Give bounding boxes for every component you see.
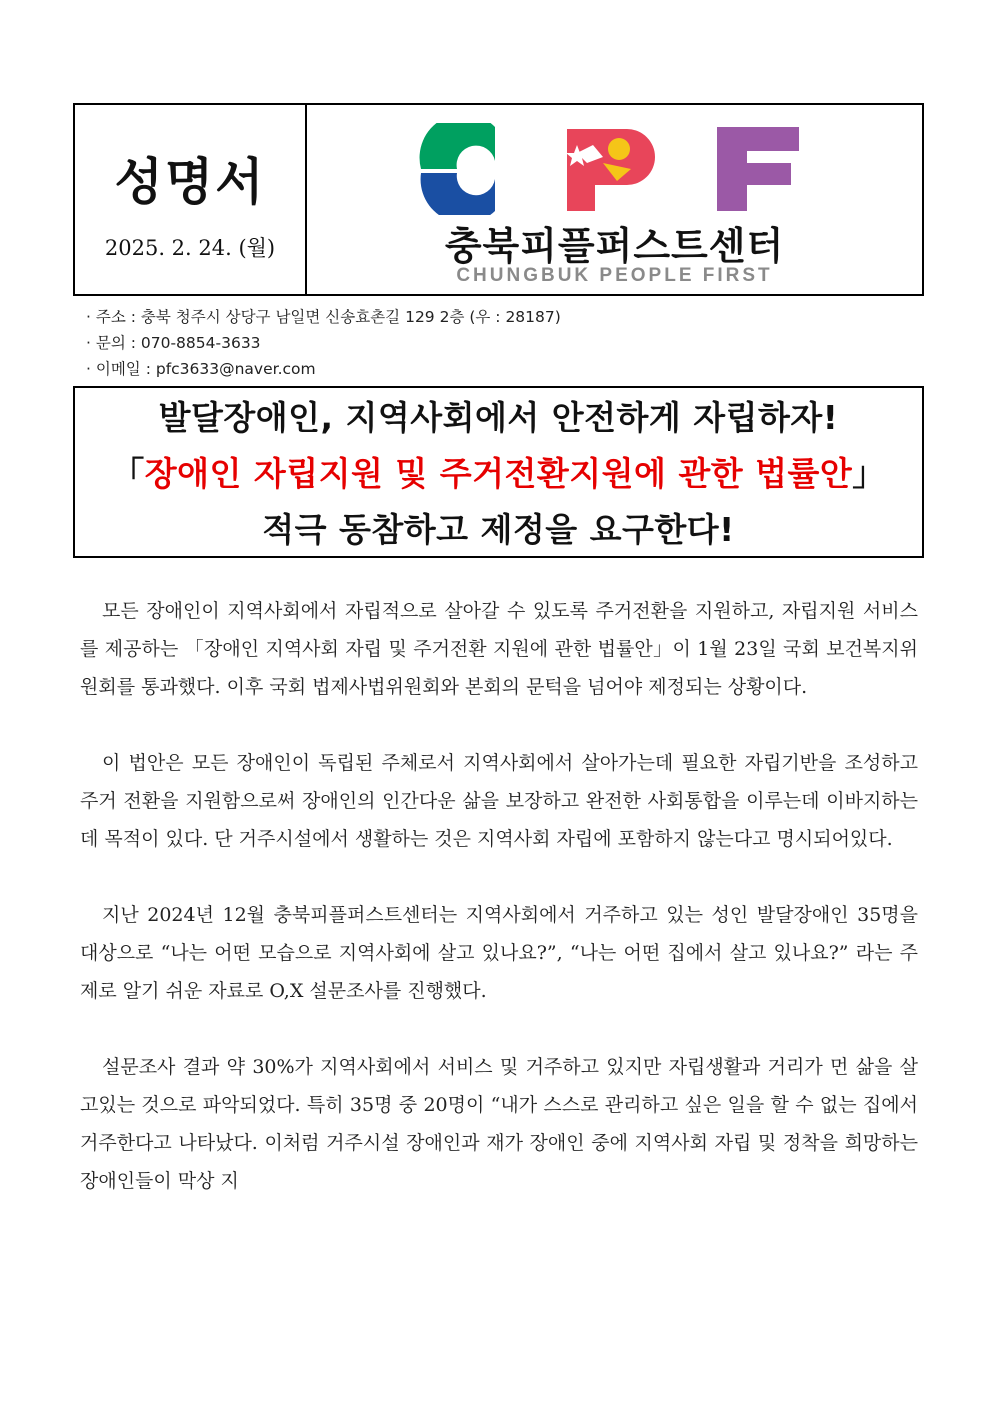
logo-p-icon [566, 129, 655, 211]
logo-f-icon [717, 127, 799, 211]
contact-address: · 주소 : 충북 청주시 상당구 남일면 신송효촌길 129 2층 (우 : 28187) [86, 308, 561, 326]
org-name-english: CHUNGBUK PEOPLE FIRST [456, 265, 773, 286]
bill-name: 장애인 자립지원 및 주거전환지원에 관한 법률안 [144, 454, 853, 493]
title-bracket-close: 」 [852, 454, 886, 493]
title-bracket-open: 「 [111, 454, 145, 493]
doc-type-cell [75, 105, 307, 294]
paragraph: 설문조사 결과 약 30%가 지역사회에서 서비스 및 거주하고 있지만 자립생활과 거리가 먼 삶을 살고있는 것으로 파악되었다. 특히 35명 중 20명이 “내가 스스로 관리하고 싶은 일을 할 수 없는 집에서 거주한다고 나타났다. 이처럼 거주시설 장애인과 재가 장애인 중에 지역사회 자립 및 정착을 희망하는 장애인들이 막상 지 [80, 1056, 918, 1192]
title-line-2 [75, 446, 922, 502]
paragraph: 이 법안은 모든 장애인이 독립된 주체로서 지역사회에서 살아가는데 필요한 자립기반을 조성하고 주거 전환을 지원함으로써 장애인의 인간다운 삶을 보장하고 완전한 사회통합을 이루는데 이바지하는데 목적이 있다. 단 거주시설에서 생활하는 것은 지역사회 자립에 포함하지 않는다고 명시되어있다. [80, 752, 919, 850]
paragraph: 지난 2024년 12월 충북피플퍼스트센터는 지역사회에서 거주하고 있는 성인 발달장애인 35명을 대상으로 “나는 어떤 모습으로 지역사회에 살고 있나요?”, “나는 어떤 집에서 살고 있나요?” 라는 주제로 알기 쉬운 자료로 O,X 설문조사를 진행했다. [80, 904, 918, 1002]
title-line-3: 적극 동참하고 제정을 요구한다! [262, 510, 735, 549]
title-line-1: 발달장애인, 지역사회에서 안전하게 자립하자! [158, 398, 839, 437]
header-box [73, 103, 924, 296]
statement-body [80, 592, 918, 1238]
contact-phone: · 문의 : 070-8854-3633 [86, 334, 261, 352]
org-logo-cell [307, 105, 922, 294]
contact-email: · 이메일 : pfc3633@naver.com [86, 360, 316, 378]
doc-type: 성명서 [114, 152, 266, 211]
cpf-logo [417, 123, 817, 215]
org-name: 충북피플퍼스트센터 [444, 224, 785, 268]
contact-info [86, 304, 561, 382]
doc-date: 2025. 2. 24. (월) [104, 235, 276, 260]
logo-c-icon [420, 123, 495, 215]
title-box [73, 386, 924, 558]
paragraph: 모든 장애인이 지역사회에서 자립적으로 살아갈 수 있도록 주거전환을 지원하고, 자립지원 서비스를 제공하는 「장애인 지역사회 자립 및 주거전환 지원에 관한 법률안」이 1월 23일 국회 보건복지위원회를 통과했다. 이후 국회 법제사법위원회와 본회의 문턱을 넘어야 제정되는 상황이다. [80, 600, 918, 698]
